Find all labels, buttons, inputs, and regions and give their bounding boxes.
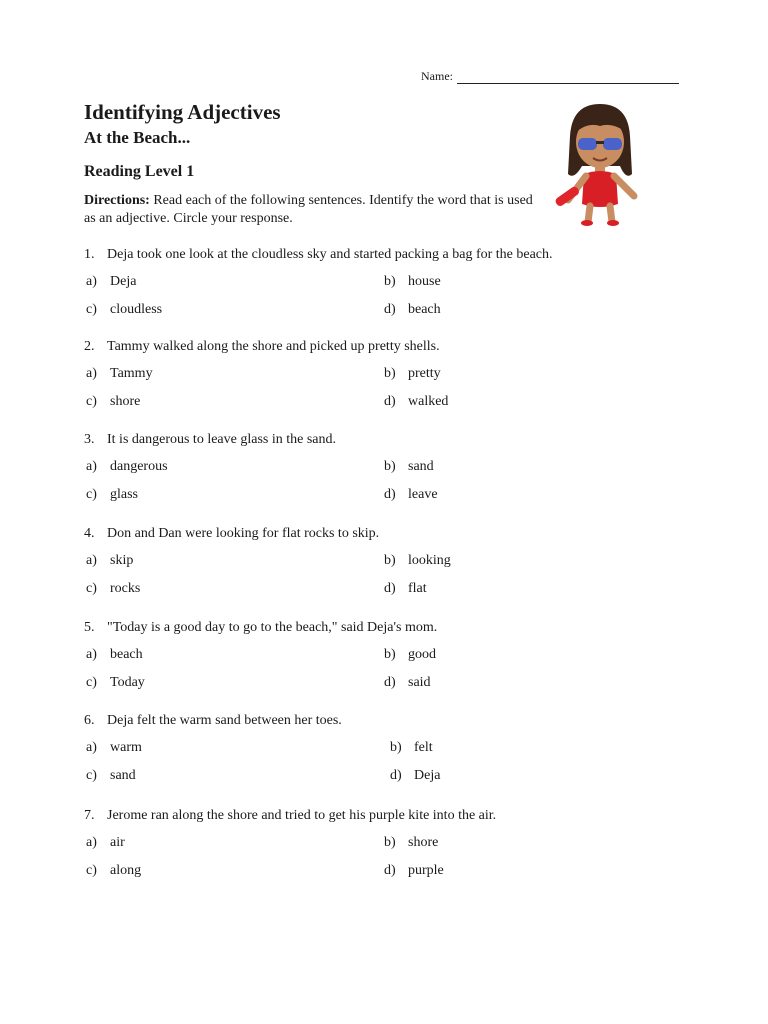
option-a[interactable] — [86, 366, 153, 382]
option-letter: d) — [384, 302, 396, 317]
option-text: Tammy — [110, 366, 153, 381]
option-text: Deja — [110, 274, 137, 289]
question-sentence: Deja felt the warm sand between her toes. — [107, 713, 342, 728]
option-b[interactable] — [384, 459, 434, 475]
question-number: 1. — [84, 247, 95, 262]
girl-lifeguard-illustration — [542, 96, 660, 226]
question-sentence: Jerome ran along the shore and tried to get his purple kite into the air. — [107, 808, 497, 823]
option-letter: c) — [86, 581, 97, 596]
option-text: said — [408, 675, 431, 690]
option-text: good — [408, 647, 436, 662]
option-letter: a) — [86, 553, 97, 568]
reading-level: Reading Level 1 — [84, 163, 195, 180]
option-text: house — [408, 274, 441, 289]
option-b[interactable] — [384, 647, 436, 663]
option-letter: a) — [86, 459, 97, 474]
question-number: 4. — [84, 526, 95, 541]
directions-label: Directions: — [84, 193, 150, 208]
option-text: sand — [408, 459, 434, 474]
question-text — [84, 247, 553, 263]
option-letter: a) — [86, 366, 97, 381]
option-letter: c) — [86, 768, 97, 783]
question-text — [84, 339, 440, 355]
option-text: along — [110, 863, 142, 878]
option-d[interactable] — [384, 487, 438, 503]
option-text: cloudless — [110, 302, 163, 317]
option-c[interactable] — [86, 768, 136, 784]
option-text: beach — [408, 302, 441, 317]
name-field[interactable] — [457, 71, 679, 84]
question-number: 6. — [84, 713, 95, 728]
option-d[interactable] — [384, 581, 427, 597]
option-letter: b) — [384, 553, 396, 568]
option-letter: d) — [384, 863, 396, 878]
option-letter: b) — [384, 459, 396, 474]
page-subtitle: At the Beach... — [84, 128, 191, 147]
option-letter: a) — [86, 647, 97, 662]
option-letter: a) — [86, 835, 97, 850]
question-text — [84, 526, 379, 542]
option-text: flat — [408, 581, 427, 596]
question-text — [84, 808, 496, 824]
option-letter: b) — [384, 835, 396, 850]
option-letter: a) — [86, 740, 97, 755]
option-c[interactable] — [86, 675, 145, 691]
option-letter: d) — [384, 487, 396, 502]
option-text: Deja — [414, 768, 441, 783]
option-b[interactable] — [384, 366, 441, 382]
option-a[interactable] — [86, 740, 142, 756]
option-text: glass — [110, 487, 138, 502]
option-text: walked — [408, 394, 449, 409]
question-sentence: Don and Dan were looking for flat rocks to skip. — [107, 526, 380, 541]
option-letter: b) — [384, 366, 396, 381]
question-number: 5. — [84, 620, 95, 635]
option-d[interactable] — [390, 768, 440, 784]
option-b[interactable] — [384, 835, 438, 851]
question-sentence: Tammy walked along the shore and picked up pretty shells. — [107, 339, 440, 354]
option-text: warm — [110, 740, 142, 755]
option-letter: b) — [384, 647, 396, 662]
option-letter: b) — [384, 274, 396, 289]
option-text: pretty — [408, 366, 441, 381]
option-letter: d) — [390, 768, 402, 783]
option-b[interactable] — [384, 274, 441, 290]
directions — [84, 192, 544, 228]
option-letter: c) — [86, 302, 97, 317]
option-c[interactable] — [86, 581, 140, 597]
option-letter: c) — [86, 863, 97, 878]
option-letter: b) — [390, 740, 402, 755]
option-c[interactable] — [86, 394, 140, 410]
option-text: Today — [110, 675, 145, 690]
option-a[interactable] — [86, 274, 136, 290]
option-text: shore — [408, 835, 439, 850]
option-a[interactable] — [86, 459, 168, 475]
option-letter: c) — [86, 487, 97, 502]
question-sentence: "Today is a good day to go to the beach," said Deja's mom. — [107, 620, 438, 635]
question-number: 3. — [84, 432, 95, 447]
option-text: beach — [110, 647, 143, 662]
option-text: air — [110, 835, 125, 850]
option-text: shore — [110, 394, 141, 409]
option-letter: d) — [384, 394, 396, 409]
question-number: 7. — [84, 808, 95, 823]
option-d[interactable] — [384, 302, 441, 318]
question-sentence: It is dangerous to leave glass in the sand. — [107, 432, 337, 447]
question-number: 2. — [84, 339, 95, 354]
option-letter: a) — [86, 274, 97, 289]
question-text — [84, 432, 336, 448]
question-sentence: Deja took one look at the cloudless sky and started packing a bag for the beach. — [107, 247, 553, 262]
option-letter: c) — [86, 394, 97, 409]
option-c[interactable] — [86, 302, 162, 318]
option-text: leave — [408, 487, 438, 502]
option-d[interactable] — [384, 863, 444, 879]
option-text: looking — [408, 553, 451, 568]
option-letter: d) — [384, 581, 396, 596]
option-a[interactable] — [86, 553, 133, 569]
option-text: felt — [414, 740, 433, 755]
option-text: rocks — [110, 581, 141, 596]
option-text: dangerous — [110, 459, 168, 474]
option-letter: d) — [384, 675, 396, 690]
name-label: Name: — [421, 69, 453, 83]
option-c[interactable] — [86, 487, 138, 503]
option-d[interactable] — [384, 394, 448, 410]
option-b[interactable] — [384, 553, 451, 569]
option-text: purple — [408, 863, 444, 878]
directions-text: Read each of the following sentences. Identify the word that is used as an adjective. Circle your response. — [84, 193, 533, 226]
option-a[interactable] — [86, 647, 143, 663]
option-text: skip — [110, 553, 134, 568]
option-d[interactable] — [384, 675, 431, 691]
name-line — [421, 69, 679, 84]
question-text — [84, 620, 437, 636]
option-letter: c) — [86, 675, 97, 690]
option-a[interactable] — [86, 835, 125, 851]
question-text — [84, 713, 342, 729]
option-c[interactable] — [86, 863, 141, 879]
option-b[interactable] — [390, 740, 433, 756]
page-title: Identifying Adjectives — [84, 100, 281, 124]
option-text: sand — [110, 768, 136, 783]
